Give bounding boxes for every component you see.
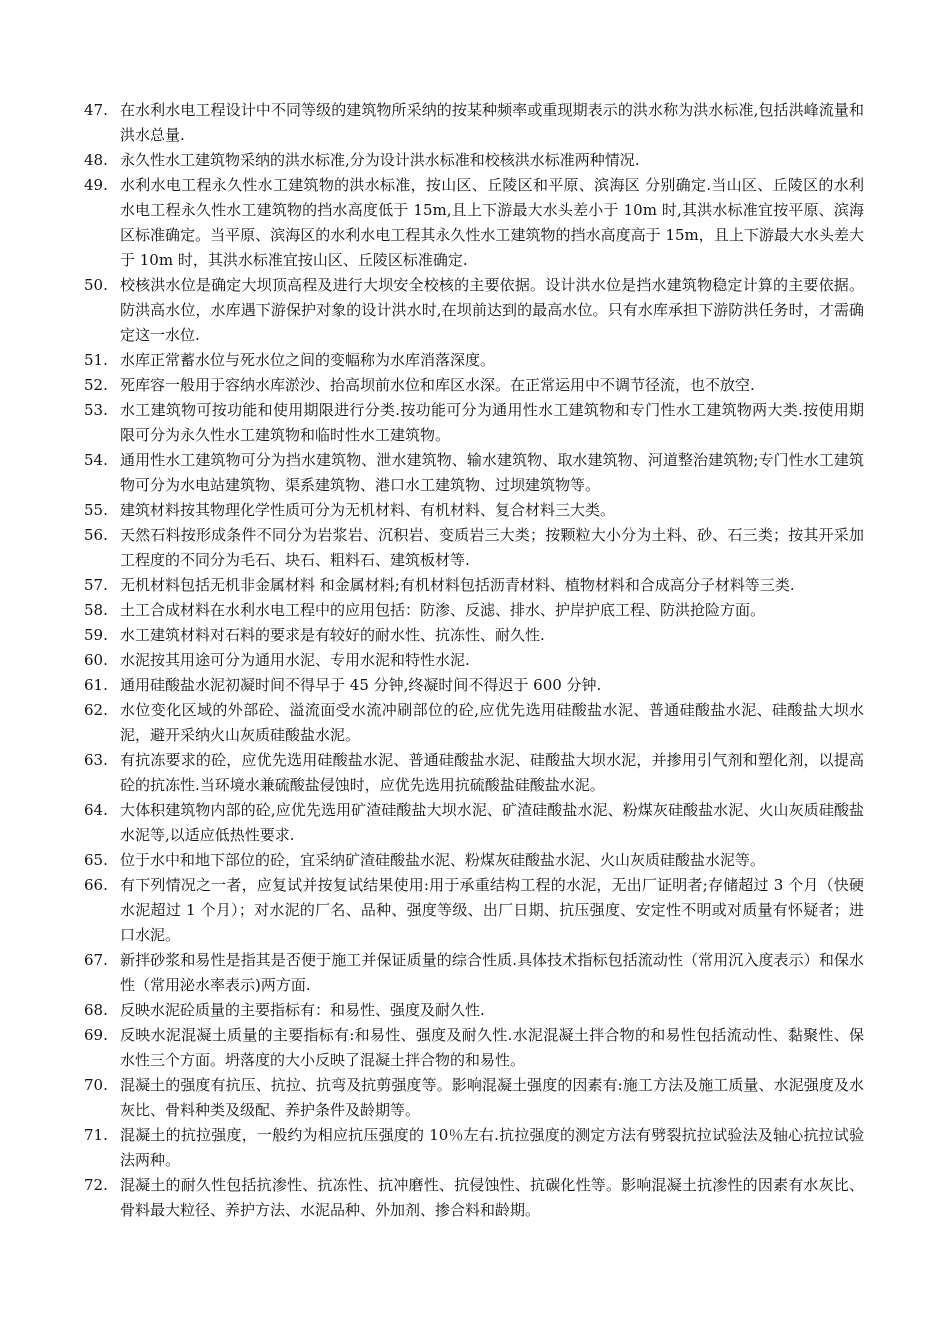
item-text: 有下列情况之一者，应复试并按复试结果使用:用于承重结构工程的水泥，无出厂证明者;存储超过 3 个月（快硬水泥超过 1 个月）；对水泥的厂名、品种、强度等级、出厂日期、抗压强度、安定性不明或对质量有怀疑者；进口水泥。 — [120, 876, 864, 944]
item-number: 72. — [84, 1176, 108, 1194]
list-item — [84, 673, 864, 698]
item-number: 68. — [84, 1001, 108, 1019]
item-number: 59. — [84, 626, 108, 644]
item-number: 57. — [84, 576, 108, 594]
item-number: 49. — [84, 176, 108, 194]
list-item — [84, 348, 864, 373]
item-number: 55. — [84, 501, 108, 519]
item-text: 水工建筑物可按功能和使用期限进行分类.按功能可分为通用性水工建筑物和专门性水工建筑物两大类.按使用期限可分为永久性水工建筑物和临时性水工建筑物。 — [120, 401, 864, 444]
item-number: 66. — [84, 876, 108, 894]
item-number: 63. — [84, 751, 108, 769]
list-item — [84, 798, 864, 848]
item-text: 通用性水工建筑物可分为挡水建筑物、泄水建筑物、输水建筑物、取水建筑物、河道整治建筑物;专门性水工建筑物可分为水电站建筑物、渠系建筑物、港口水工建筑物、过坝建筑物等。 — [120, 451, 864, 494]
item-number: 52. — [84, 376, 108, 394]
list-item — [84, 148, 864, 173]
item-text: 位于水中和地下部位的砼，宜采纳矿渣硅酸盐水泥、粉煤灰硅酸盐水泥、火山灰质硅酸盐水泥等。 — [120, 851, 766, 869]
list-item — [84, 998, 864, 1023]
item-text: 无机材料包括无机非金属材料 和金属材料;有机材料包括沥青材料、植物材料和合成高分子材料等三类. — [120, 576, 795, 594]
list-item — [84, 873, 864, 948]
list-item — [84, 398, 864, 448]
item-text: 有抗冻要求的砼，应优先选用硅酸盐水泥、普通硅酸盐水泥、硅酸盐大坝水泥，并掺用引气剂和塑化剂，以提高砼的抗冻性.当环境水兼硫酸盐侵蚀时，应优先选用抗硫酸盐硅酸盐水泥。 — [120, 751, 864, 794]
item-text: 反映水泥砼质量的主要指标有：和易性、强度及耐久性. — [120, 1001, 485, 1019]
item-text: 水库正常蓄水位与死水位之间的变幅称为水库消落深度。 — [120, 351, 496, 369]
list-item — [84, 848, 864, 873]
item-number: 70. — [84, 1076, 108, 1094]
list-item — [84, 498, 864, 523]
item-text: 混凝土的强度有抗压、抗拉、抗弯及抗剪强度等。影响混凝土强度的因素有:施工方法及施工质量、水泥强度及水灰比、骨料种类及级配、养护条件及龄期等。 — [120, 1076, 864, 1119]
item-text: 混凝土的耐久性包括抗渗性、抗冻性、抗冲磨性、抗侵蚀性、抗碳化性等。影响混凝土抗渗性的因素有水灰比、骨料最大粒径、养护方法、水泥品种、外加剂、掺合料和龄期。 — [120, 1176, 864, 1219]
list-item — [84, 573, 864, 598]
item-text: 混凝土的抗拉强度，一般约为相应抗压强度的 10％左右.抗拉强度的测定方法有劈裂抗拉试验法及轴心抗拉试验法两种。 — [120, 1126, 864, 1169]
item-text: 水利水电工程永久性水工建筑物的洪水标准，按山区、丘陵区和平原、滨海区 分别确定.当山区、丘陵区的水利水电工程永久性水工建筑物的挡水高度低于 15m,且上下游最大水头差小于 10m 时,其洪水标准宜按平原、滨海区标准确定。当平原、滨海区的水利水电工程其永久性水工建筑物的挡水高度高于 15m，且上下游最大水头差大于 10m 时，其洪水标准宜按山区、丘陵区标准确定. — [120, 176, 864, 269]
item-text: 天然石料按形成条件不同分为岩浆岩、沉积岩、变质岩三大类；按颗粒大小分为土料、砂、石三类；按其开采加工程度的不同分为毛石、块石、粗料石、建筑板材等. — [120, 526, 864, 569]
list-item — [84, 1173, 864, 1223]
item-text: 大体积建筑物内部的砼,应优先选用矿渣硅酸盐大坝水泥、矿渣硅酸盐水泥、粉煤灰硅酸盐水泥、火山灰质硅酸盐水泥等,以适应低热性要求. — [120, 801, 864, 844]
list-item — [84, 523, 864, 573]
list-item — [84, 598, 864, 623]
item-number: 67. — [84, 951, 108, 969]
list-item — [84, 948, 864, 998]
numbered-list — [84, 98, 864, 1223]
list-item — [84, 1023, 864, 1073]
list-item — [84, 648, 864, 673]
list-item — [84, 1073, 864, 1123]
item-text: 永久性水工建筑物采纳的洪水标准,分为设计洪水标准和校核洪水标准两种情况. — [120, 151, 640, 169]
item-text: 水位变化区域的外部砼、溢流面受水流冲刷部位的砼,应优先选用硅酸盐水泥、普通硅酸盐水泥、硅酸盐大坝水泥，避开采纳火山灰质硅酸盐水泥。 — [120, 701, 864, 744]
item-number: 61. — [84, 676, 108, 694]
item-text: 反映水泥混凝土质量的主要指标有:和易性、强度及耐久性.水泥混凝土拌合物的和易性包括流动性、黏聚性、保水性三个方面。坍落度的大小反映了混凝土拌合物的和易性。 — [120, 1026, 864, 1069]
list-item — [84, 173, 864, 273]
item-number: 71. — [84, 1126, 108, 1144]
list-item — [84, 748, 864, 798]
item-number: 60. — [84, 651, 108, 669]
item-text: 土工合成材料在水利水电工程中的应用包括：防渗、反滤、排水、护岸护底工程、防洪抢险方面。 — [120, 601, 766, 619]
item-number: 50. — [84, 276, 108, 294]
item-text: 建筑材料按其物理化学性质可分为无机材料、有机材料、复合材料三大类。 — [120, 501, 616, 519]
list-item — [84, 273, 864, 348]
item-number: 62. — [84, 701, 108, 719]
item-number: 53. — [84, 401, 108, 419]
item-number: 69. — [84, 1026, 108, 1044]
item-text: 校核洪水位是确定大坝顶高程及进行大坝安全校核的主要依据。设计洪水位是挡水建筑物稳定计算的主要依据。防洪高水位，水库遇下游保护对象的设计洪水时,在坝前达到的最高水位。只有水库承担下游防洪任务时，才需确定这一水位. — [120, 276, 864, 344]
item-number: 51. — [84, 351, 108, 369]
item-number: 65. — [84, 851, 108, 869]
item-number: 56. — [84, 526, 108, 544]
item-text: 死库容一般用于容纳水库淤沙、抬高坝前水位和库区水深。在正常运用中不调节径流，也不放空. — [120, 376, 755, 394]
item-number: 64. — [84, 801, 108, 819]
item-number: 54. — [84, 451, 108, 469]
list-item — [84, 1123, 864, 1173]
item-number: 47. — [84, 101, 108, 119]
item-number: 48. — [84, 151, 108, 169]
item-text: 水泥按其用途可分为通用水泥、专用水泥和特性水泥. — [120, 651, 470, 669]
list-item — [84, 373, 864, 398]
item-text: 水工建筑材料对石料的要求是有较好的耐水性、抗冻性、耐久性. — [120, 626, 545, 644]
list-item — [84, 698, 864, 748]
item-text: 通用硅酸盐水泥初凝时间不得早于 45 分钟,终凝时间不得迟于 600 分钟. — [120, 676, 602, 694]
item-text: 新拌砂浆和易性是指其是否便于施工并保证质量的综合性质.具体技术指标包括流动性（常用沉入度表示）和保水性（常用泌水率表示)两方面. — [120, 951, 864, 994]
list-item — [84, 623, 864, 648]
item-text: 在水利水电工程设计中不同等级的建筑物所采纳的按某种频率或重现期表示的洪水称为洪水标准,包括洪峰流量和洪水总量. — [120, 101, 864, 144]
item-number: 58. — [84, 601, 108, 619]
list-item — [84, 448, 864, 498]
list-item — [84, 98, 864, 148]
